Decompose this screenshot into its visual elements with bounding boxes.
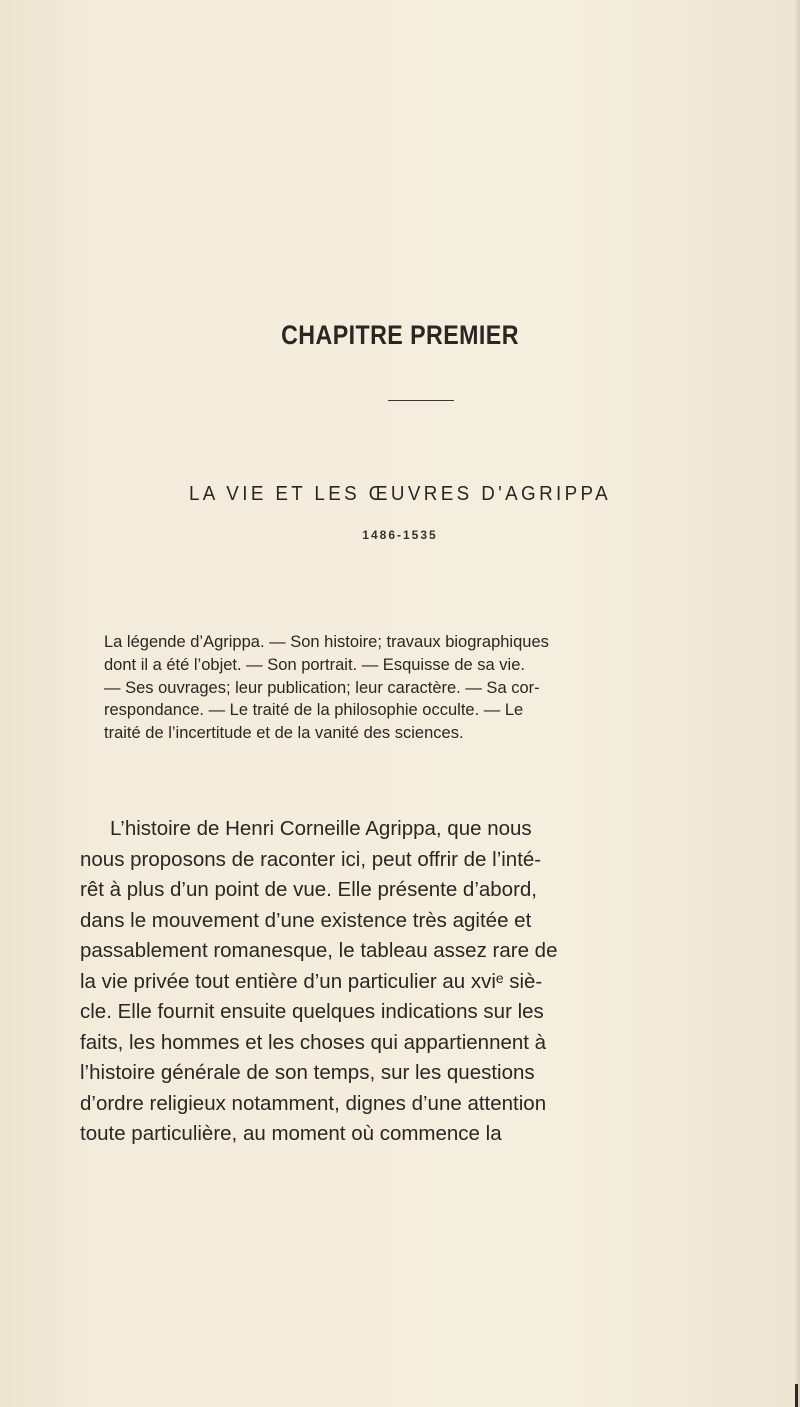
body-line: rêt à plus d’un point de vue. Elle présente d’abord, bbox=[80, 878, 537, 901]
summary-line: respondance. — Le traité de la philosophie occulte. — Le bbox=[104, 701, 524, 720]
summary-line: — Ses ouvrages; leur publication; leur caractère. — Sa cor- bbox=[104, 678, 540, 697]
body-line: L’histoire de Henri Corneille Agrippa, que nous bbox=[110, 817, 532, 840]
body-line: faits, les hommes et les choses qui appartiennent à bbox=[80, 1030, 547, 1054]
body-line: d’ordre religieux notamment, dignes d’une attention bbox=[80, 1091, 547, 1115]
chapter-title: CHAPITRE PREMIER bbox=[281, 320, 519, 350]
summary-line: La légende d’Agrippa. — Son histoire; travaux biographiques bbox=[104, 633, 549, 651]
summary-line: dont il a été l’objet. — Son portrait. — Esquisse de sa vie. bbox=[104, 655, 525, 674]
body-line: nous proposons de raconter ici, peut offrir de l’inté- bbox=[80, 847, 542, 871]
page-edge-shadow bbox=[794, 0, 800, 1407]
body-line: l’histoire générale de son temps, sur les questions bbox=[80, 1061, 535, 1084]
title-divider bbox=[388, 400, 454, 401]
body-line: cle. Elle fournit ensuite quelques indications sur les bbox=[80, 1000, 544, 1023]
page-edge-mark bbox=[795, 1384, 798, 1407]
life-dates: 1486-1535 bbox=[362, 528, 438, 542]
section-title: LA VIE ET LES ŒUVRES D'AGRIPPA bbox=[188, 483, 612, 505]
summary-line: traité de l’incertitude et de la vanité des sciences. bbox=[104, 724, 464, 743]
body-line: toute particulière, au moment où commence la bbox=[80, 1122, 502, 1145]
body-line: la vie privée tout entière d’un particulier au xviᵉ siè- bbox=[80, 969, 543, 993]
body-line: dans le mouvement d’une existence très agitée et bbox=[80, 908, 532, 932]
body-line: passablement romanesque, le tableau assez rare de bbox=[80, 939, 558, 962]
chapter-summary bbox=[104, 631, 716, 745]
body-paragraph bbox=[80, 814, 720, 1150]
